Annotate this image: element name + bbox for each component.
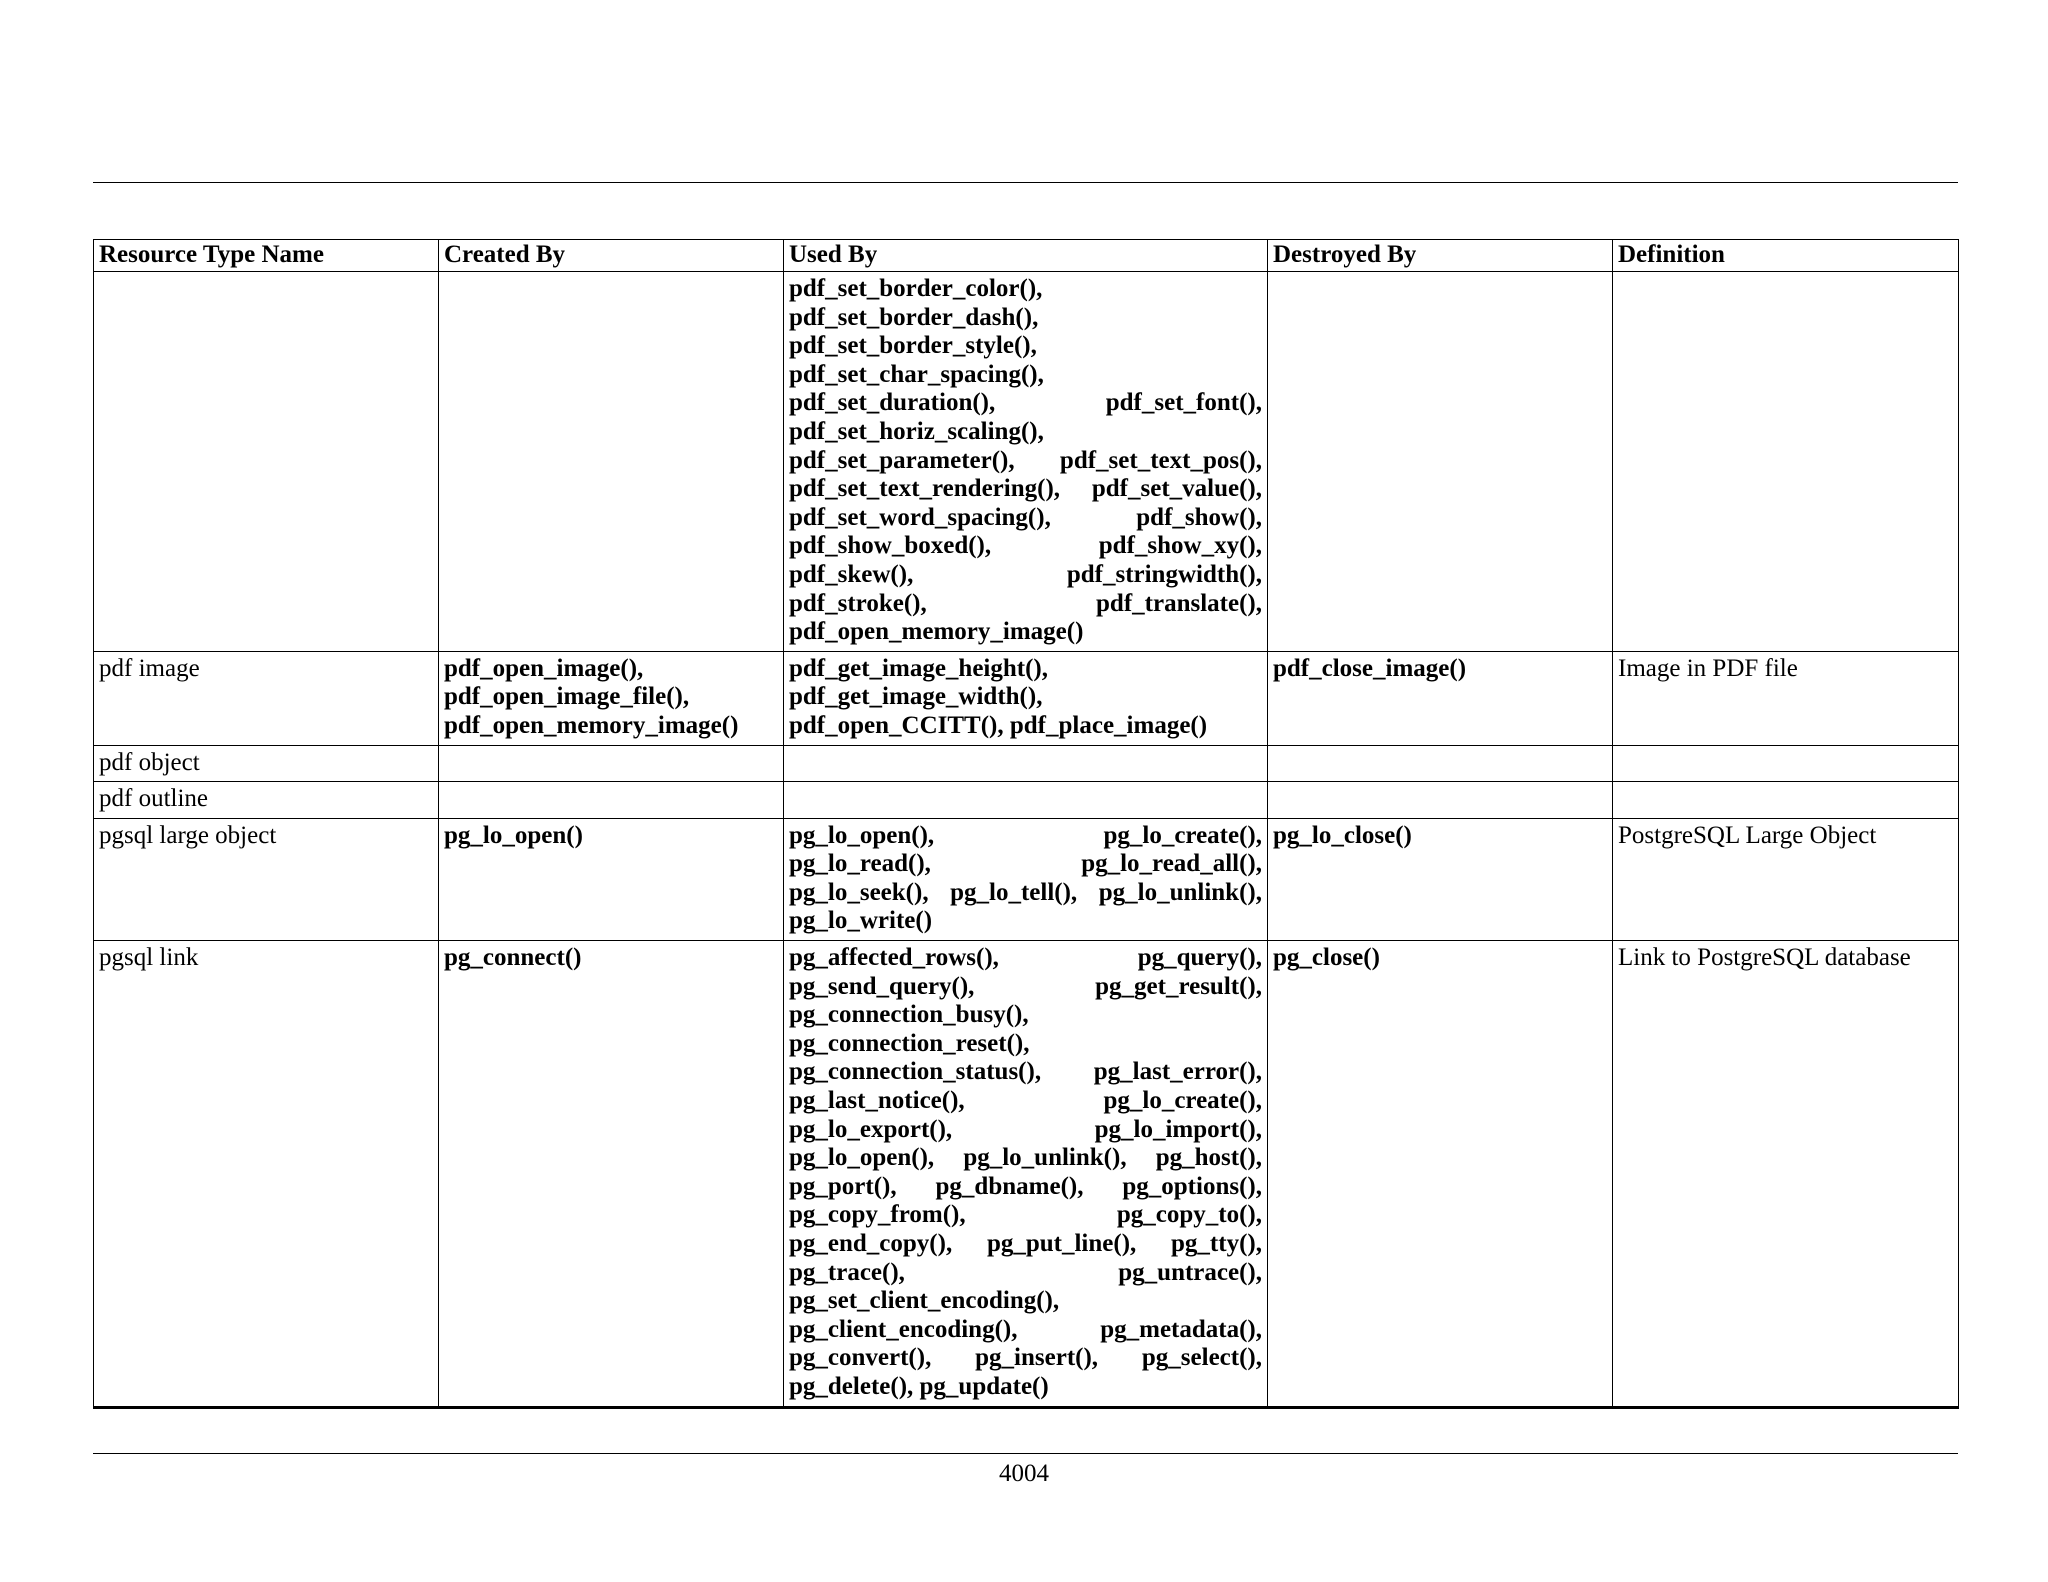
used-by-function: pg_lo_read_all(), [1081,850,1262,878]
destroyed-by-cell [1268,272,1613,652]
created-by-cell [439,272,784,652]
used-by-function: pg_untrace(), [1118,1258,1262,1286]
used-by-function: pg_last_notice(), [789,1087,965,1115]
used-by-line [789,561,1262,590]
used-by-function: pg_options(), [1122,1172,1262,1200]
used-by-line [789,1201,1262,1230]
created-by-function: pg_lo_open() [444,821,583,849]
definition-cell [1613,745,1959,782]
used-by-function: pg_lo_unlink(), [963,1144,1127,1172]
table-body [94,272,1959,1408]
used-by-function: pdf_set_font(), [1105,389,1262,417]
header-used-by: Used By [784,240,1268,272]
used-by-function: pdf_get_image_width(), [789,683,1043,711]
used-by-line [789,879,1262,908]
used-by-line [789,275,1262,304]
used-by-line [789,712,1262,741]
used-by-function: pdf_get_image_height(), [789,654,1048,682]
header-resource-type-name: Resource Type Name [94,240,439,272]
used-by-function: pg_lo_seek(), [789,878,929,906]
used-by-line [789,1259,1262,1288]
used-by-function: pg_lo_import(), [1094,1115,1262,1143]
used-by-line [789,332,1262,361]
used-by-function: pg_lo_open(), [789,821,935,849]
used-by-line [789,683,1262,712]
used-by-function: pdf_stringwidth(), [1066,560,1262,588]
used-by-function: pdf_set_border_dash(), [789,303,1039,331]
used-by-function: pdf_set_text_rendering(), [789,475,1061,503]
used-by-line [789,1030,1262,1059]
used-by-line [789,590,1262,619]
used-by-line [789,1344,1262,1373]
created-by-cell [439,745,784,782]
used-by-function: pdf_set_parameter(), [789,446,1015,474]
destroyed-by-cell [1268,745,1613,782]
used-by-cell [784,745,1268,782]
used-by-function: pg_metadata(), [1100,1315,1262,1343]
used-by-line [789,850,1262,879]
used-by-line [789,973,1262,1002]
used-by-line [789,655,1262,684]
used-by-function: pg_copy_to(), [1116,1201,1262,1229]
used-by-cell [784,782,1268,819]
used-by-line [789,1173,1262,1202]
used-by-line [789,532,1262,561]
used-by-function: pdf_set_char_spacing(), [789,360,1044,388]
definition-cell: Link to PostgreSQL database [1613,941,1959,1408]
used-by-function: pg_last_error(), [1093,1058,1262,1086]
used-by-function: pg_client_encoding(), [789,1315,1018,1343]
used-by-function: pg_query(), [1137,944,1262,972]
used-by-function: pg_trace(), [789,1258,905,1286]
resource-type-name-cell: pdf image [94,651,439,745]
used-by-function: pdf_skew(), [789,560,914,588]
definition-cell [1613,782,1959,819]
used-by-function: pg_lo_create(), [1103,1087,1262,1115]
used-by-function: pg_lo_create(), [1103,821,1262,849]
used-by-function: pdf_stroke(), [789,589,927,617]
definition-cell: Image in PDF file [1613,651,1959,745]
used-by-function: pg_dbname(), [935,1172,1084,1200]
used-by-cell [784,818,1268,940]
header-created-by: Created By [439,240,784,272]
used-by-line [789,361,1262,390]
used-by-cell [784,941,1268,1408]
used-by-line [789,1116,1262,1145]
used-by-line [789,944,1262,973]
used-by-function: pg_connection_status(), [789,1058,1042,1086]
created-by-cell [439,818,784,940]
destroyed-by-cell: pg_lo_close() [1268,818,1613,940]
used-by-function: pdf_open_memory_image() [789,618,1084,646]
resource-type-table [93,239,1959,1409]
used-by-function: pdf_translate(), [1096,589,1262,617]
used-by-function: pg_put_line(), [986,1230,1137,1257]
resource-type-name-cell: pdf outline [94,782,439,819]
definition-cell: PostgreSQL Large Object [1613,818,1959,940]
created-by-cell [439,782,784,819]
used-by-function: pdf_open_CCITT(), pdf_place_image() [789,711,1208,739]
table-row [94,651,1959,745]
destroyed-by-cell [1268,782,1613,819]
used-by-function: pdf_set_horiz_scaling(), [789,417,1044,445]
table-header-row [94,240,1959,272]
used-by-function: pg_delete(), pg_update() [789,1372,1049,1400]
used-by-line [789,1144,1262,1173]
used-by-line [789,1316,1262,1345]
page-number: 4004 [999,1460,1049,1487]
used-by-line [789,618,1262,647]
used-by-function: pdf_set_border_color(), [789,275,1043,302]
used-by-function: pdf_set_text_pos(), [1059,446,1262,474]
used-by-function: pg_lo_tell(), [950,878,1078,906]
used-by-function: pg_lo_unlink(), [1098,878,1262,906]
used-by-line [789,1001,1262,1030]
used-by-function: pdf_set_border_style(), [789,332,1037,360]
used-by-function: pg_lo_read(), [789,850,931,878]
used-by-cell [784,651,1268,745]
table-row [94,745,1959,782]
used-by-function: pg_lo_export(), [789,1115,953,1143]
table-row [94,941,1959,1408]
created-by-function: pdf_open_memory_image() [444,711,739,739]
used-by-function: pg_connection_busy(), [789,1001,1029,1029]
used-by-function: pdf_set_duration(), [789,389,996,417]
used-by-line [789,418,1262,447]
resource-type-name-cell: pdf object [94,745,439,782]
used-by-function: pg_lo_open(), [789,1144,935,1172]
header-destroyed-by: Destroyed By [1268,240,1613,272]
used-by-function: pg_tty(), [1171,1230,1262,1257]
used-by-line [789,1373,1262,1402]
created-by-function: pg_connect() [444,944,582,972]
created-by-function: pdf_open_image_file(), [444,683,690,711]
table-row [94,272,1959,652]
used-by-line [789,1058,1262,1087]
destroyed-by-cell: pdf_close_image() [1268,651,1613,745]
created-by-function: pdf_open_image(), [444,654,644,682]
used-by-function: pdf_set_value(), [1091,475,1262,503]
used-by-line [789,1087,1262,1116]
used-by-function: pg_affected_rows(), [789,944,999,972]
header-definition: Definition [1613,240,1959,272]
used-by-function: pdf_set_word_spacing(), [789,503,1051,531]
used-by-function: pg_port(), [789,1172,897,1200]
used-by-function: pg_host(), [1155,1144,1262,1172]
header-rule [93,182,1958,183]
table-row [94,818,1959,940]
used-by-line [789,389,1262,418]
used-by-line [789,475,1262,504]
created-by-cell [439,651,784,745]
used-by-function: pg_send_query(), [789,972,975,1000]
used-by-function: pg_get_result(), [1095,972,1262,1000]
used-by-line [789,822,1262,851]
used-by-line [789,447,1262,476]
used-by-cell [784,272,1268,652]
used-by-line [789,907,1262,936]
used-by-function: pg_connection_reset(), [789,1029,1030,1057]
definition-cell [1613,272,1959,652]
used-by-function: pg_convert(), [789,1344,932,1372]
destroyed-by-cell: pg_close() [1268,941,1613,1408]
used-by-line [789,1230,1262,1259]
used-by-function: pdf_show_xy(), [1098,532,1262,560]
used-by-function: pg_insert(), [975,1344,1099,1372]
used-by-line [789,1287,1262,1316]
used-by-line [789,304,1262,333]
used-by-function: pdf_show(), [1136,503,1262,531]
used-by-function: pg_set_client_encoding(), [789,1287,1060,1315]
table-row [94,782,1959,819]
used-by-function: pg_select(), [1141,1344,1262,1372]
used-by-function: pdf_show_boxed(), [789,532,992,560]
used-by-function: pg_end_copy(), [789,1230,953,1257]
used-by-function: pg_copy_from(), [789,1201,966,1229]
used-by-function: pg_lo_write() [789,907,933,935]
resource-type-name-cell: pgsql large object [94,818,439,940]
resource-type-name-cell: pgsql link [94,941,439,1408]
resource-type-name-cell [94,272,439,652]
used-by-line [789,504,1262,533]
footer-rule [93,1453,1958,1454]
created-by-cell [439,941,784,1408]
